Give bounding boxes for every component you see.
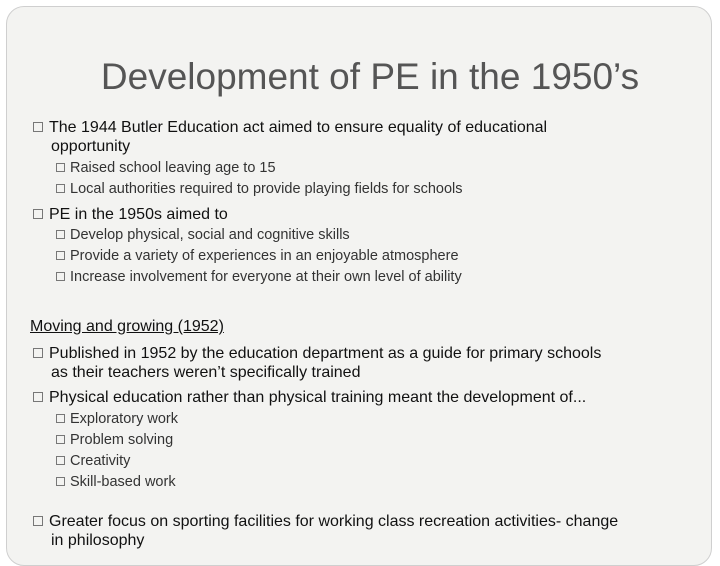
bullet-box-icon (56, 456, 65, 465)
bullet-box-icon (33, 516, 43, 526)
sub-bullet-text: Skill-based work (70, 474, 176, 490)
bullet-item (33, 205, 228, 224)
bullet-box-icon (33, 122, 43, 132)
bullet-box-icon (56, 414, 65, 423)
sub-bullet-item (56, 226, 350, 244)
sub-bullet-text: Exploratory work (70, 411, 178, 427)
slide-title: Development of PE in the 1950’s (100, 56, 640, 97)
bullet-box-icon (56, 251, 65, 260)
bullet-box-icon (56, 230, 65, 239)
sub-bullet-text: Problem solving (70, 432, 174, 448)
sub-bullet-item (56, 268, 462, 286)
sub-bullet-item (56, 247, 459, 265)
bullet-item (33, 118, 547, 137)
bullet-text-continuation: in philosophy (51, 532, 145, 549)
bullet-box-icon (33, 348, 43, 358)
sub-bullet-item (56, 180, 463, 198)
bullet-box-icon (56, 272, 65, 281)
bullet-text: PE in the 1950s aimed to (49, 206, 228, 223)
bullet-text-continuation: as their teachers weren’t specifically trained (51, 364, 361, 381)
sub-bullet-item (56, 473, 176, 491)
sub-bullet-text: Increase involvement for everyone at their own level of ability (70, 269, 462, 285)
sub-bullet-item (56, 159, 276, 177)
bullet-text-continuation: opportunity (51, 138, 131, 155)
sub-bullet-text: Raised school leaving age to 15 (70, 160, 276, 176)
sub-bullet-text: Local authorities required to provide playing fields for schools (70, 181, 463, 197)
bullet-box-icon (56, 184, 65, 193)
bullet-box-icon (33, 209, 43, 219)
sub-bullet-item (56, 452, 130, 470)
sub-bullet-text: Develop physical, social and cognitive skills (70, 227, 350, 243)
bullet-box-icon (56, 477, 65, 486)
bullet-box-icon (33, 392, 43, 402)
bullet-item (33, 344, 601, 363)
bullet-text: Physical education rather than physical training meant the development of... (49, 389, 587, 406)
bullet-item (33, 388, 586, 407)
bullet-text: The 1944 Butler Education act aimed to ensure equality of educational (49, 119, 548, 136)
sub-bullet-item (56, 410, 178, 428)
bullet-box-icon (56, 435, 65, 444)
bullet-item (33, 512, 618, 531)
section-heading: Moving and growing (1952) (30, 318, 224, 335)
sub-bullet-item (56, 431, 173, 449)
bullet-text: Greater focus on sporting facilities for working class recreation activities- change (49, 513, 619, 530)
bullet-box-icon (56, 163, 65, 172)
sub-bullet-text: Creativity (70, 453, 131, 469)
sub-bullet-text: Provide a variety of experiences in an enjoyable atmosphere (70, 248, 459, 264)
bullet-text: Published in 1952 by the education department as a guide for primary schools (49, 345, 602, 362)
